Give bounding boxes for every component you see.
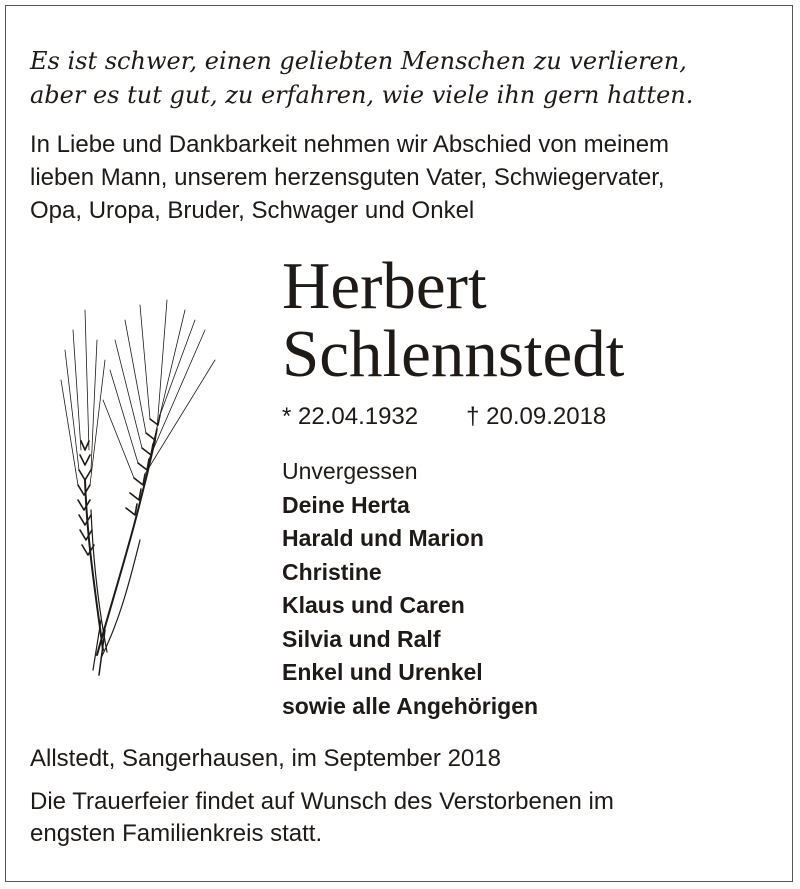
intro-line-3: Opa, Uropa, Bruder, Schwager und Onkel — [30, 197, 475, 224]
funeral-note-line-2: engsten Familienkreis statt. — [30, 820, 323, 847]
birth-date: * 22.04.1932 — [282, 403, 419, 430]
death-date: † 20.09.2018 — [466, 403, 607, 430]
mourners-lead: Unvergessen — [282, 458, 418, 484]
last-name: Schlennstedt — [282, 317, 625, 391]
mourners-list — [282, 455, 538, 723]
intro-text — [30, 128, 780, 227]
intro-line-1: In Liebe und Dankbarkeit nehmen wir Abschied von meinem — [30, 131, 670, 158]
first-name: Herbert — [282, 249, 487, 323]
quote-line-1: Es ist schwer, einen geliebten Menschen zu verlieren, — [30, 47, 687, 75]
funeral-note-line-1: Die Trauerfeier findet auf Wunsch des Verstorbenen im — [30, 788, 614, 815]
quote-line-2: aber es tut gut, zu erfahren, wie viele ihn gern hatten. — [30, 81, 694, 109]
memorial-quote — [30, 44, 770, 112]
intro-line-2: lieben Mann, unserem herzensguten Vater, Schwiegervater, — [30, 164, 665, 191]
mourner-entry: Harald und Marion — [282, 525, 484, 551]
wheat-icon — [55, 290, 225, 680]
place-and-date: Allstedt, Sangerhausen, im September 2018 — [30, 745, 501, 772]
mourner-entry: Deine Herta — [282, 491, 410, 518]
mourner-entry: sowie alle Angehörigen — [282, 692, 539, 719]
mourner-entry: Enkel und Urenkel — [282, 659, 483, 685]
deceased-name — [282, 249, 625, 391]
life-dates — [282, 401, 606, 433]
mourner-entry: Klaus und Caren — [282, 592, 465, 618]
mourner-entry: Silvia und Ralf — [282, 625, 441, 652]
funeral-note — [30, 786, 614, 850]
mourner-entry: Christine — [282, 558, 382, 585]
